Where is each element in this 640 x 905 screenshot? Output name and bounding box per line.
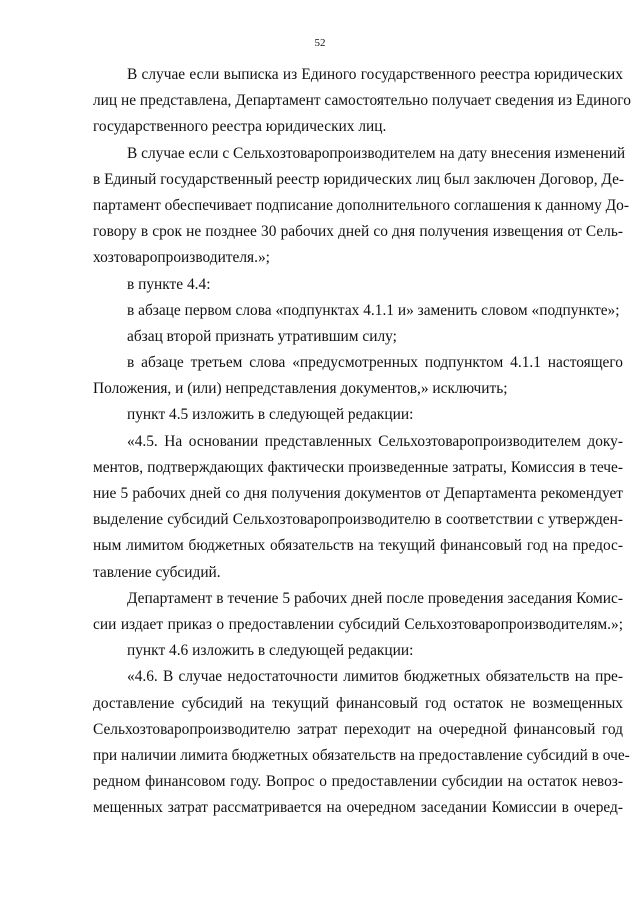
text-line: лиц не представлена, Департамент самостоятельно получает сведения из Единого bbox=[93, 92, 631, 110]
text-line: Сельхозтоваропроизводителю затрат переходит на очередной финансовый год bbox=[93, 720, 623, 738]
text-line: ным лимитом бюджетных обязательств на текущий финансовый год на предос- bbox=[93, 537, 623, 555]
text-line: в абзаце первом слова «подпунктах 4.1.1 и» заменить словом «подпункте»; bbox=[127, 301, 620, 319]
text-line: В случае если выписка из Единого государственного реестра юридических bbox=[127, 66, 623, 83]
text-line: редном финансовом году. Вопрос о предоставлении субсидии на остаток невоз- bbox=[93, 773, 623, 791]
text-line: ментов, подтверждающих фактически произведенные затраты, Комиссия в тече- bbox=[93, 458, 623, 476]
text-line: в абзаце третьем слова «предусмотренных подпунктом 4.1.1 настоящего bbox=[127, 354, 623, 372]
text-line: В случае если с Сельхозтоваропроизводителем на дату внесения изменений bbox=[127, 144, 626, 162]
text-line: Департамент в течение 5 рабочих дней после проведения заседания Комис- bbox=[127, 589, 623, 607]
text-line: в Единый государственный реестр юридических лиц был заключен Договор, Де- bbox=[93, 170, 625, 188]
text-line: в пункте 4.4: bbox=[127, 275, 211, 293]
text-line: пункт 4.5 изложить в следующей редакции: bbox=[127, 406, 414, 424]
document-body bbox=[93, 62, 631, 821]
text-line: государственного реестра юридических лиц. bbox=[93, 118, 387, 136]
text-line: абзац второй признать утратившим силу; bbox=[127, 327, 397, 345]
text-line: «4.5. На основании представленных Сельхозтоваропроизводителем доку- bbox=[127, 432, 623, 450]
text-line: тавление субсидий. bbox=[93, 563, 221, 581]
text-line: пункт 4.6 изложить в следующей редакции: bbox=[127, 642, 414, 660]
text-line: Положения, и (или) непредставления документов,» исключить; bbox=[93, 380, 508, 398]
text-line: при наличии лимита бюджетных обязательств на предоставление субсидий в оче- bbox=[93, 746, 630, 764]
page-number: 52 bbox=[314, 37, 326, 49]
text-line: выделение субсидий Сельхозтоваропроизводителю в соответствии с утвержден- bbox=[93, 511, 623, 529]
text-line: сии издает приказ о предоставлении субсидий Сельхозтоваропроизводителям.»; bbox=[93, 615, 623, 633]
text-line: мещенных затрат рассматривается на очередном заседании Комиссии в очеред- bbox=[93, 799, 623, 817]
text-line: партамент обеспечивает подписание дополнительного соглашения к данному До- bbox=[93, 196, 629, 214]
text-line: ние 5 рабочих дней со дня получения документов от Департамента рекомендует bbox=[93, 485, 623, 502]
text-line: доставление субсидий на текущий финансовый год остаток не возмещенных bbox=[93, 694, 623, 712]
text-line: говору в срок не позднее 30 рабочих дней со дня получения извещения от Сель- bbox=[93, 223, 623, 241]
text-line: «4.6. В случае недостаточности лимитов бюджетных обязательств на пре- bbox=[127, 668, 623, 686]
text-line: хозтоваропроизводителя.»; bbox=[93, 249, 270, 267]
